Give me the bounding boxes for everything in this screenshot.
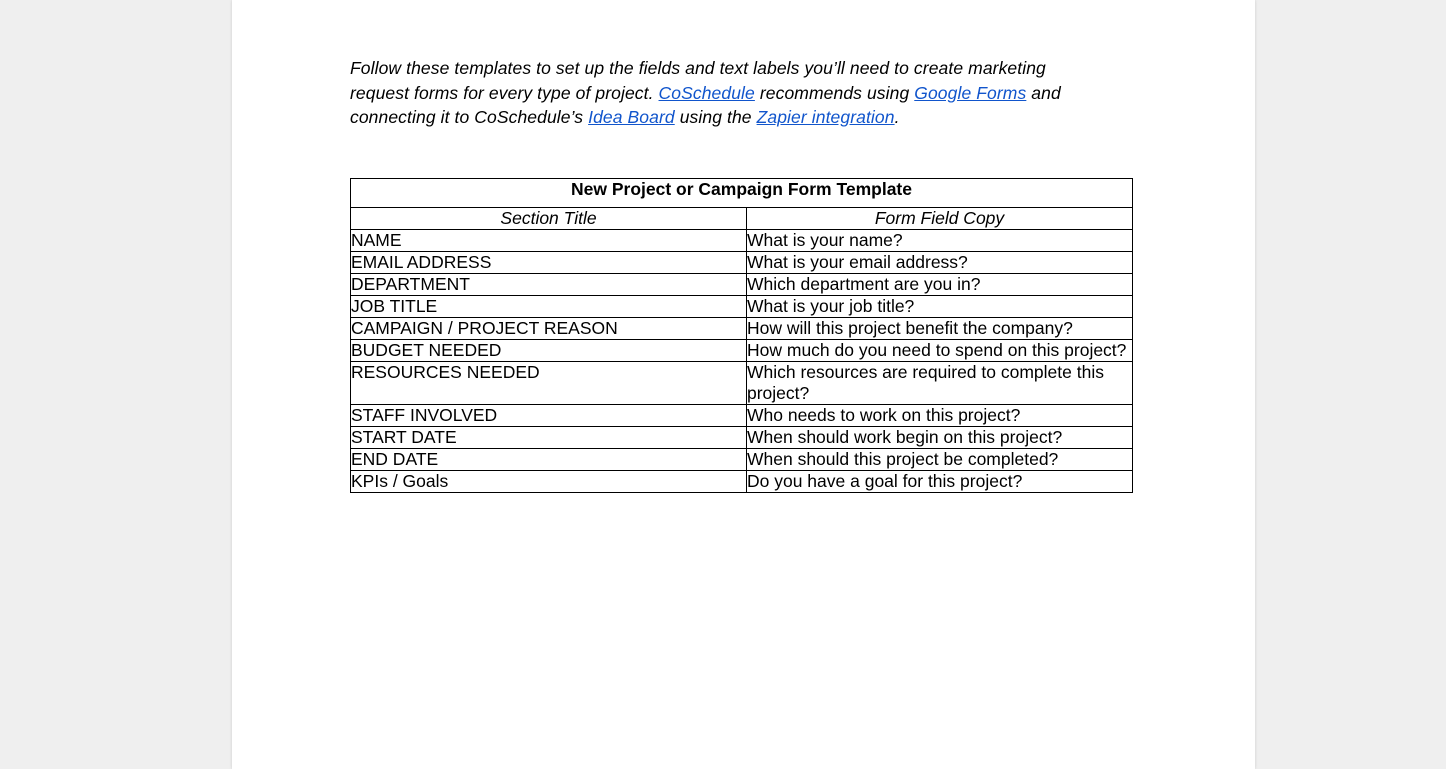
cell-form-field-copy: What is your email address? [747,251,1133,273]
column-header-form-field-copy: Form Field Copy [747,207,1133,229]
cell-form-field-copy: What is your name? [747,229,1133,251]
cell-section-title: CAMPAIGN / PROJECT REASON [351,317,747,339]
table-row [351,426,1133,448]
cell-section-title: EMAIL ADDRESS [351,251,747,273]
cell-section-title: START DATE [351,426,747,448]
intro-paragraph [350,56,1092,130]
table-row [351,470,1133,492]
cell-section-title: KPIs / Goals [351,470,747,492]
table-row [351,229,1133,251]
column-header-section-title: Section Title [351,207,747,229]
link-idea-board[interactable]: Idea Board [588,107,675,127]
cell-form-field-copy: Which resources are required to complete this project? [747,361,1133,404]
form-template-table [350,178,1133,493]
cell-section-title: NAME [351,229,747,251]
canvas-right-margin [1255,0,1446,769]
cell-form-field-copy: When should this project be completed? [747,448,1133,470]
cell-form-field-copy: How will this project benefit the company? [747,317,1133,339]
cell-section-title: BUDGET NEEDED [351,339,747,361]
cell-section-title: STAFF INVOLVED [351,404,747,426]
cell-form-field-copy: Which department are you in? [747,273,1133,295]
canvas-left-margin [0,0,232,769]
cell-form-field-copy: How much do you need to spend on this project? [747,339,1133,361]
intro-text-5: . [894,107,900,127]
cell-form-field-copy: Do you have a goal for this project? [747,470,1133,492]
link-zapier-integration[interactable]: Zapier integration [756,107,895,127]
table-title: New Project or Campaign Form Template [351,178,1133,207]
intro-text-3: and connecting it to CoSchedule’s [350,82,1061,127]
table-row [351,339,1133,361]
cell-section-title: END DATE [351,448,747,470]
table-title-row [351,178,1133,207]
intro-text-4: using the [674,107,757,127]
table-row [351,317,1133,339]
table-row [351,361,1133,404]
link-coschedule[interactable]: CoSchedule [658,82,755,103]
table-header-row [351,207,1133,229]
cell-form-field-copy: Who needs to work on this project? [747,404,1133,426]
table-row [351,295,1133,317]
intro-text-1: Follow these templates to set up the fields and text labels you’ll need to create marketing request forms for every type of project. [350,58,1046,103]
cell-form-field-copy: What is your job title? [747,295,1133,317]
table-row [351,404,1133,426]
cell-section-title: RESOURCES NEEDED [351,361,747,404]
table-row [351,273,1133,295]
cell-form-field-copy: When should work begin on this project? [747,426,1133,448]
intro-text-2: recommends using [754,82,915,103]
link-google-forms[interactable]: Google Forms [914,82,1027,103]
table-row [351,448,1133,470]
document-page [232,0,1255,769]
table-row [351,251,1133,273]
cell-section-title: DEPARTMENT [351,273,747,295]
cell-section-title: JOB TITLE [351,295,747,317]
